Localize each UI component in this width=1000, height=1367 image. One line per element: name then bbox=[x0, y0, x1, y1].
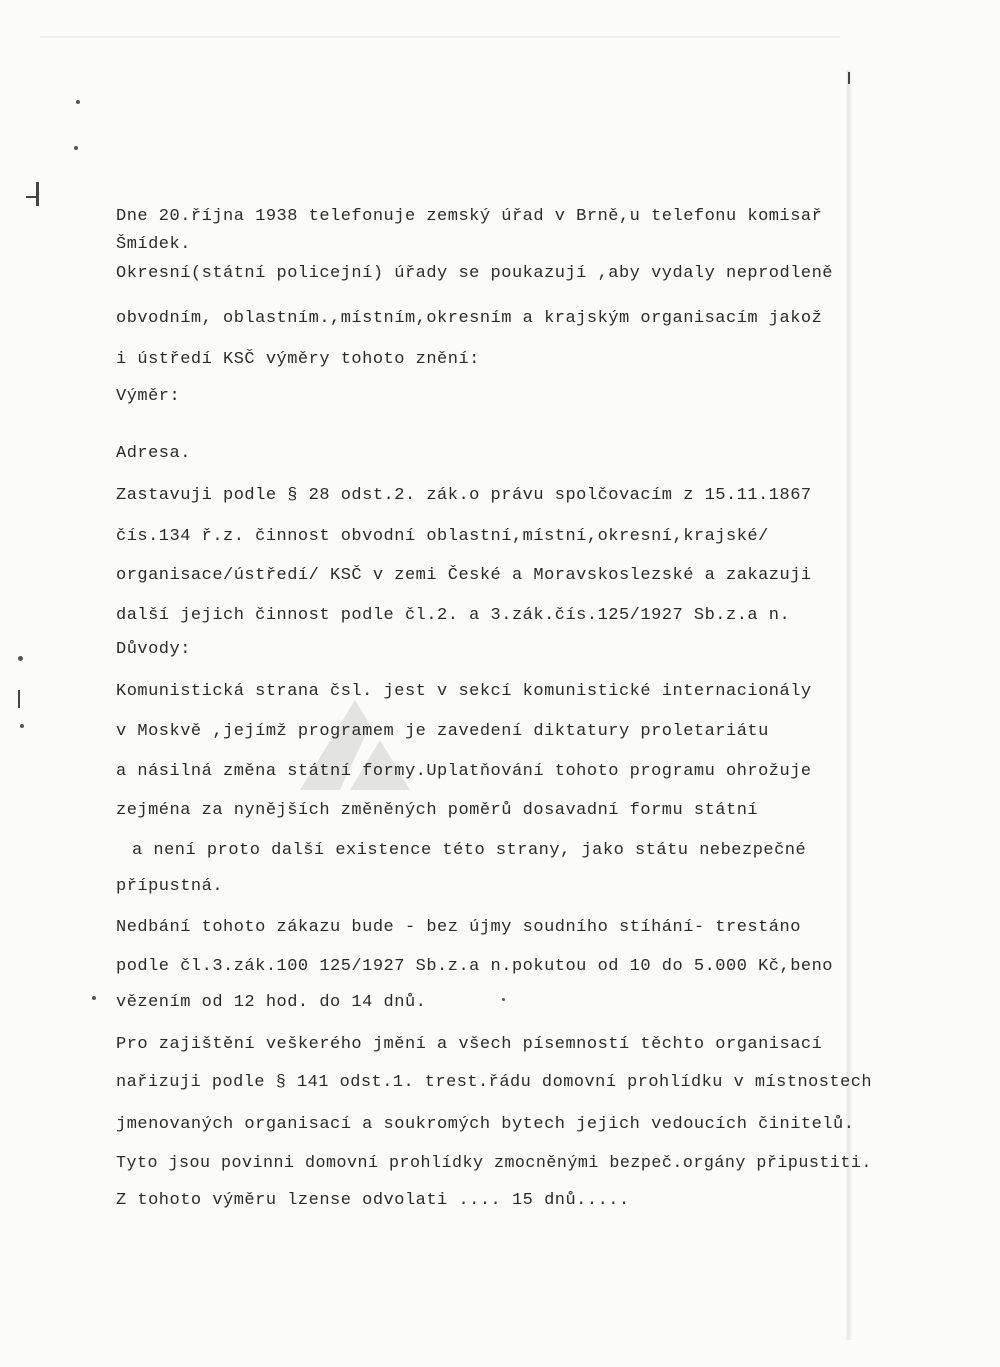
edge-mark bbox=[18, 690, 20, 708]
doc-line-01: Dne 20.října 1938 telefonuje zemský úřad v Brně,u telefonu komisař bbox=[116, 207, 823, 226]
doc-line-09: čís.134 ř.z. činnost obvodní oblastní,místní,okresní,krajské/ bbox=[116, 527, 769, 546]
doc-line-06: Výměr: bbox=[116, 387, 181, 406]
doc-line-21: vězením od 12 hod. do 14 dnů. bbox=[116, 993, 427, 1012]
doc-line-13: Komunistická strana čsl. jest v sekcí komunistické internacionály bbox=[116, 682, 812, 701]
doc-line-17: a není proto další existence této strany, jako státu nebezpečné bbox=[132, 841, 807, 860]
doc-line-07: Adresa. bbox=[116, 444, 191, 463]
dust-speck bbox=[76, 100, 80, 104]
edge-mark bbox=[848, 72, 850, 84]
doc-line-03: Okresní(státní policejní) úřady se poukazují ,aby vydaly neprodleně bbox=[116, 264, 834, 283]
punch-mark bbox=[26, 196, 36, 198]
doc-line-23: nařizuji podle § 141 odst.1. trest.řádu domovní prohlídku v místnostech bbox=[116, 1073, 873, 1092]
punch-mark bbox=[36, 182, 39, 206]
doc-line-11: další jejich činnost podle čl.2. a 3.zák.čís.125/1927 Sb.z.a n. bbox=[116, 606, 791, 625]
dust-speck bbox=[18, 656, 23, 661]
paper-edge-right bbox=[846, 70, 852, 1340]
doc-line-15: a násilná změna státní formy.Uplatňování tohoto programu ohrožuje bbox=[116, 762, 812, 781]
doc-line-26: Z tohoto výměru lzense odvolati .... 15 dnů..... bbox=[116, 1191, 630, 1210]
doc-line-10: organisace/ústředí/ KSČ v zemi České a Moravskoslezské a zakazuji bbox=[116, 566, 812, 585]
doc-line-05: i ústředí KSČ výměry tohoto znění: bbox=[116, 350, 480, 369]
dust-speck bbox=[20, 724, 24, 728]
doc-line-19: Nedbání tohoto zákazu bude - bez újmy soudního stíhání- trestáno bbox=[116, 918, 801, 937]
museum-watermark bbox=[280, 690, 430, 800]
paper-edge-top bbox=[40, 36, 840, 38]
dust-speck bbox=[92, 996, 96, 1000]
doc-line-08: Zastavuji podle § 28 odst.2. zák.o právu spolčovacím z 15.11.1867 bbox=[116, 486, 812, 505]
doc-line-14: v Moskvě ,jejímž programem je zavedení diktatury proletariátu bbox=[116, 722, 769, 741]
doc-line-18: přípustná. bbox=[116, 877, 224, 896]
dust-speck bbox=[74, 146, 78, 150]
doc-line-20: podle čl.3.zák.100 125/1927 Sb.z.a n.pokutou od 10 do 5.000 Kč,beno bbox=[116, 957, 834, 976]
doc-line-16: zejména za nynějších změněných poměrů dosavadní formu státní bbox=[116, 801, 759, 820]
doc-line-04: obvodním, oblastním.,místním,okresním a krajským organisacím jakož bbox=[116, 309, 823, 328]
doc-line-02: Šmídek. bbox=[116, 235, 191, 254]
doc-line-25: Tyto jsou povinni domovní prohlídky zmocněnými bezpeč.orgány připustiti. bbox=[116, 1154, 872, 1173]
doc-line-12: Důvody: bbox=[116, 640, 191, 659]
doc-line-22: Pro zajištění veškerého jmění a všech písemností těchto organisací bbox=[116, 1035, 823, 1054]
doc-line-24: jmenovaných organisací a soukromých bytech jejich vedoucích činitelů. bbox=[116, 1115, 855, 1134]
dust-speck bbox=[502, 998, 505, 1001]
